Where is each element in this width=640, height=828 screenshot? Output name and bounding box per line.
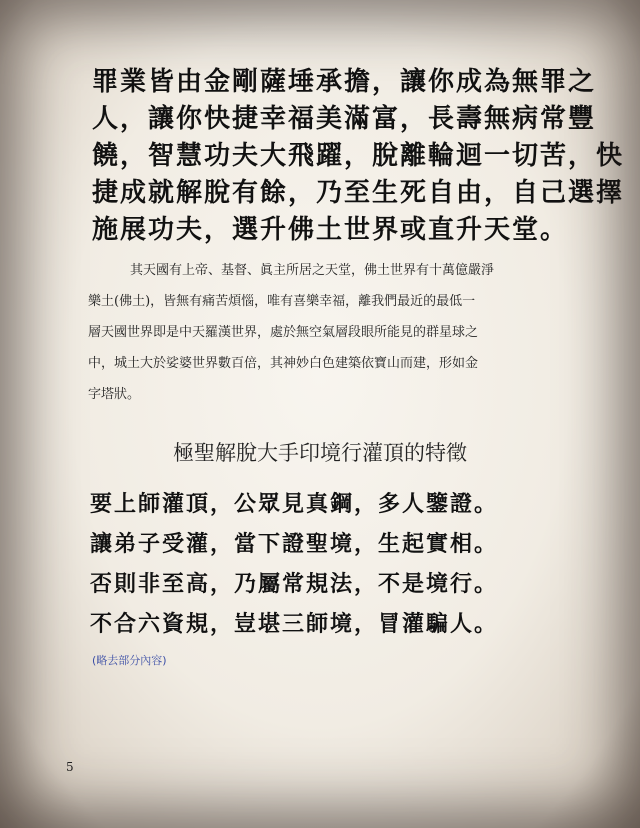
note-paragraph-line: 字塔狀。 xyxy=(88,387,141,402)
note-paragraph-line: 樂土(佛土)，皆無有痛苦煩惱，唯有喜樂幸福，離我們最近的最低一 xyxy=(88,294,476,309)
main-paragraph xyxy=(92,64,625,249)
note-paragraph xyxy=(88,255,568,410)
section-heading: 極聖解脫大手印境行灌頂的特徵 xyxy=(173,441,467,465)
verse-line: 要上師灌頂，公眾見真鋼，多人鑒證。 xyxy=(90,491,499,517)
main-paragraph-line: 施展功夫，選升佛土世界或直升天堂。 xyxy=(92,215,569,245)
page-number: 5 xyxy=(66,760,74,774)
main-paragraph-line: 捷成就解脫有餘，乃至生死自由，自己選擇 xyxy=(92,178,625,208)
verse-block xyxy=(90,484,560,644)
verse-line: 讓弟子受灌，當下證聖境，生起實相。 xyxy=(90,531,499,557)
note-paragraph-line: 其天國有上帝、基督、眞主所居之天堂，佛土世界有十萬億嚴淨 xyxy=(130,263,495,278)
note-paragraph-line: 中，城土大於娑婆世界數百倍，其神妙白色建築依寶山而建，形如金 xyxy=(88,356,479,371)
verse-line: 不合六資規，豈堪三師境，冒灌騙人。 xyxy=(90,611,499,637)
main-paragraph-line: 人，讓你快捷幸福美滿富，長壽無病常豐 xyxy=(92,104,597,134)
verse-line: 否則非至高，乃屬常規法，不是境行。 xyxy=(90,571,499,597)
main-paragraph-line: 罪業皆由金剛薩埵承擔，讓你成為無罪之 xyxy=(92,67,597,97)
note-paragraph-line: 層天國世界即是中天羅漢世界，處於無空氣層段眼所能見的群星球之 xyxy=(88,325,479,340)
omitted-content-note: (略去部分內容) xyxy=(92,654,167,667)
main-paragraph-line: 饒，智慧功夫大飛躍，脫離輪迴一切苦，快 xyxy=(92,141,625,171)
